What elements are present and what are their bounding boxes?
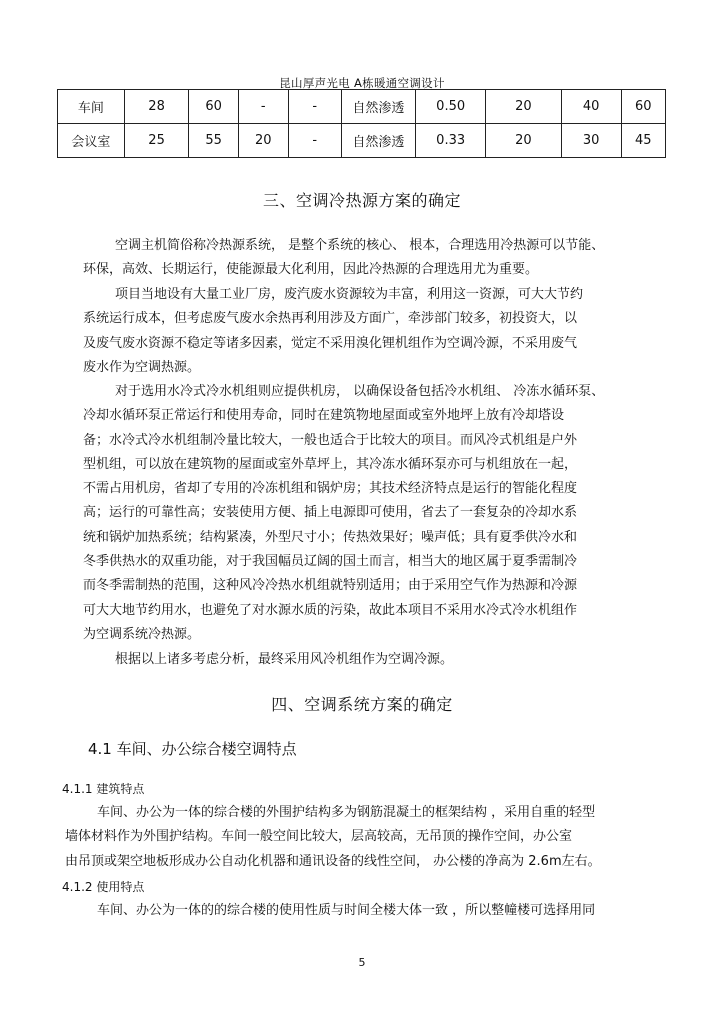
page-header: 昆山厚声光电 A栋暖通空调设计 [279, 76, 445, 90]
text-line: 废水作为空调热源。 [83, 359, 201, 375]
section-3-title: 三、空调冷热源方案的确定 [262, 191, 461, 210]
page-number: 5 [358, 956, 366, 969]
subsection-4-1-1-paragraph [65, 801, 665, 874]
subsection-4-1-1-title: 4.1.1 建筑特点 [62, 782, 145, 796]
table-cell: 55 [189, 124, 238, 158]
text-line: 冬季供热水的双重功能，对于我国幅员辽阔的国土而言，相当大的地区属于夏季需制冷 [83, 554, 578, 570]
section-3-paragraph-3 [83, 380, 663, 647]
table-cell: 车间 [58, 90, 125, 124]
text-line: 墙体材料作为外围护结构。车间一般空间比较大，层高较高，无吊顶的操作空间，办公室 [65, 829, 573, 845]
table-cell: 25 [124, 124, 189, 158]
table-cell: 0.50 [416, 90, 486, 124]
text-line: 车间、办公为一体的综合楼的外围护结构多为钢筋混凝土的框架结构 ，采用自重的轻型 [97, 805, 596, 820]
table-cell: 60 [189, 90, 238, 124]
table-cell: 60 [621, 90, 665, 124]
table-cell: 自然渗透 [341, 90, 415, 124]
section-3-paragraph-1 [83, 234, 663, 283]
table-cell: - [238, 90, 288, 124]
subsection-4-1-2-title: 4.1.2 使用特点 [62, 880, 145, 894]
text-line: 为空调系统冷热源。 [83, 626, 201, 642]
table-cell: 28 [124, 90, 189, 124]
section-4-title: 四、空调系统方案的确定 [271, 695, 453, 714]
subsection-4-1-2-paragraph [65, 899, 665, 923]
text-line: 不需占用机房，省却了专用的冷冻机组和锅炉房；其技术经济特点是运行的智能化程度 [83, 481, 578, 497]
table-cell: 20 [486, 90, 562, 124]
table-cell: 20 [486, 124, 562, 158]
text-line: 及废气废水资源不稳定等诸多因素，觉定不采用溴化锂机组作为空调冷源，不采用废气 [83, 335, 578, 351]
table-cell: 30 [561, 124, 621, 158]
parameter-table [57, 89, 666, 158]
table-cell: - [288, 90, 341, 124]
text-line: 而冬季需制热的范围，这种风冷冷热水机组就特别适用；由于采用空气作为热源和冷源 [83, 578, 578, 594]
table-cell: - [288, 124, 341, 158]
table-cell: 自然渗透 [341, 124, 415, 158]
text-line: 高；运行的可靠性高；安装使用方便、插上电源即可使用，省去了一套复杂的冷却水系 [83, 505, 578, 521]
text-line: 项目当地设有大量工业厂房，废汽废水资源较为丰富，利用这一资源，可大大节约 [115, 287, 584, 302]
table-cell: 0.33 [416, 124, 486, 158]
section-3-paragraph-2 [83, 283, 663, 380]
text-line: 空调主机简俗称冷热源系统， 是整个系统的核心、 根本，合理选用冷热源可以节能、 [115, 238, 605, 253]
table-cell: 40 [561, 90, 621, 124]
text-line: 系统运行成本，但考虑废气废水余热再利用涉及方面广，牵涉部门较多，初投资大，以 [83, 311, 578, 327]
section-3-paragraph-4 [83, 648, 663, 672]
text-line: 车间、办公为一体的的综合楼的使用性质与时间全楼大体一致 ，所以整幢楼可选择用同 [97, 903, 596, 918]
table-row [58, 124, 666, 158]
text-line: 可大大地节约用水，也避免了对水源水质的污染，故此本项目不采用水冷式冷水机组作 [83, 602, 578, 618]
table-row [58, 90, 666, 124]
text-line: 对于选用水冷式冷水机组则应提供机房， 以确保设备包括冷水机组、 冷冻水循环泵、 [115, 384, 605, 399]
table-cell: 会议室 [58, 124, 125, 158]
text-line: 环保，高效、长期运行，使能源最大化利用，因此冷热源的合理选用尤为重要。 [83, 262, 539, 278]
subsection-4-1-title: 4.1 车间、办公综合楼空调特点 [88, 740, 297, 758]
text-line: 统和锅炉加热系统；结构紧凑，外型尺寸小；传热效果好；噪声低；具有夏季供冷水和 [83, 529, 578, 545]
text-line: 备；水冷式冷水机组制冷量比较大，一般也适合于比较大的项目。而风冷式机组是户外 [83, 432, 578, 448]
text-line: 由吊顶或架空地板形成办公自动化机器和通讯设备的线性空间， 办公楼的净高为 2.6m左右。 [65, 853, 601, 869]
text-line: 型机组，可以放在建筑物的屋面或室外草坪上，其冷冻水循环泵亦可与机组放在一起， [83, 456, 578, 472]
text-line: 冷却水循环泵正常运行和使用寿命，同时在建筑物地屋面或室外地坪上放有冷却塔设 [83, 408, 565, 424]
table-cell: 45 [621, 124, 665, 158]
table-cell: 20 [238, 124, 288, 158]
text-line: 根据以上诸多考虑分析，最终采用风冷机组作为空调冷源。 [115, 652, 454, 667]
